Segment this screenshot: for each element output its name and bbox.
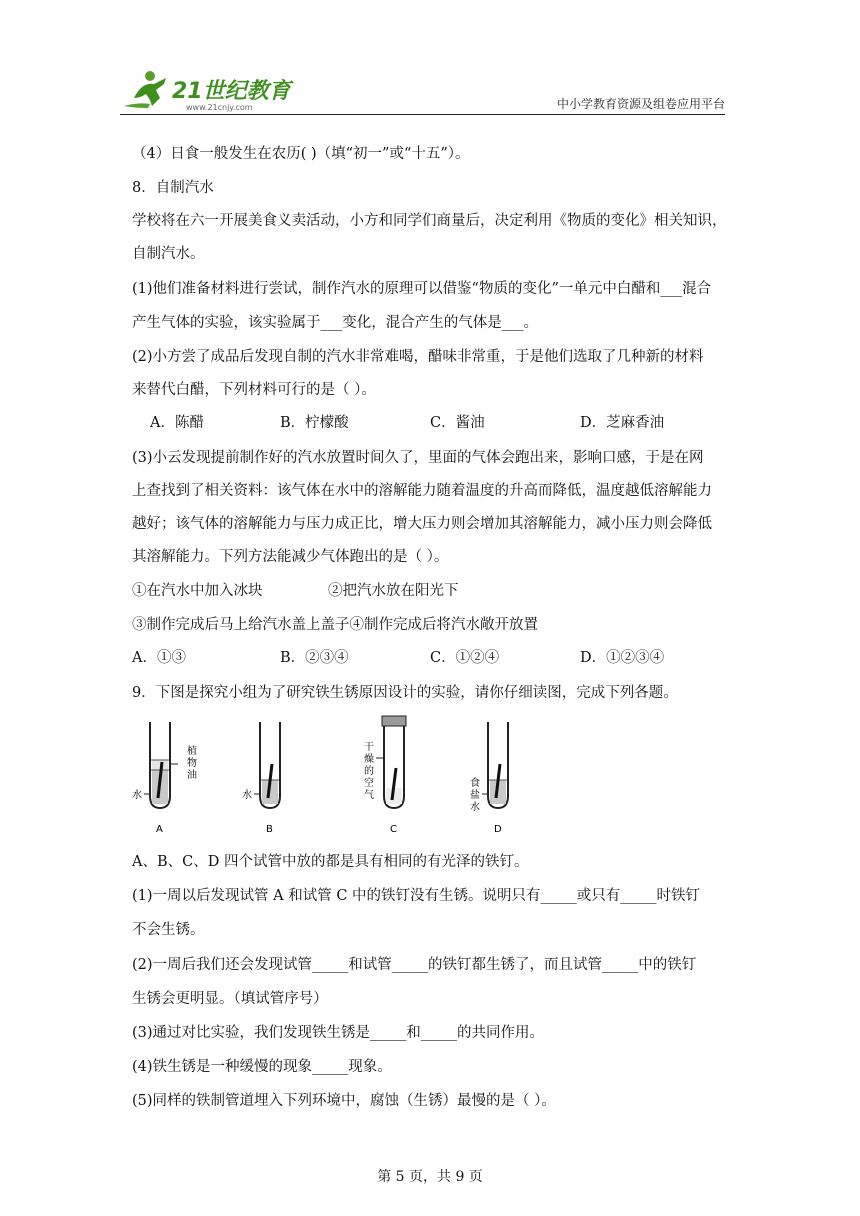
label-water-a: 水 — [132, 790, 142, 801]
label-dry-air-2: 燥 — [364, 754, 374, 765]
test-tube-a — [144, 722, 178, 808]
test-tube-c — [376, 716, 406, 808]
q9-part3: (3)通过对比实验，我们发现铁生锈是_____和_____的共同作用。 — [132, 1025, 545, 1041]
test-tube-figure — [132, 714, 532, 838]
q9-part1-line1: (1)一周以后发现试管 A 和试管 C 中的铁钉没有生锈。说明只有_____或只有_____时铁钉 — [132, 888, 701, 904]
q8-part3-line1: (3)小云发现提前制作好的汽水放置时间久了，里面的气体会跑出来，影响口感，于是在网 — [132, 450, 704, 466]
option-a: A．①③ — [132, 650, 186, 666]
q8-part3-line4: 其溶解能力。下列方法能减少气体跑出的是（ ）。 — [132, 549, 449, 565]
q8-part1-line2: 产生气体的实验，该实验属于___变化，混合产生的气体是___。 — [132, 315, 538, 331]
platform-name: 中小学教育资源及组卷应用平台 — [556, 97, 725, 111]
q8-title: 8．自制汽水 — [132, 180, 214, 196]
q8-part2-options — [132, 413, 732, 433]
label-c: C — [390, 824, 397, 835]
label-dry-air-3: 的 — [364, 766, 374, 777]
logo-url: www.21cnjy.com — [186, 103, 253, 112]
option-a: A．陈醋 — [150, 415, 204, 431]
page-number: 第 5 页，共 9 页 — [377, 1169, 483, 1185]
q7-part4: （4）日食一般发生在农历( )（填“初一”或“十五”）。 — [132, 146, 470, 162]
q9-title: 9．下图是探究小组为了研究铁生锈原因设计的实验，请你仔细读图，完成下列各题。 — [132, 685, 678, 701]
q8-part2-line1: (2)小方尝了成品后发现自制的汽水非常难喝，醋味非常重，于是他们选取了几种新的材料 — [132, 349, 704, 365]
option-b: B．②③④ — [280, 650, 349, 666]
label-a: A — [156, 824, 163, 835]
method-2: ②把汽水放在阳光下 — [328, 583, 459, 599]
logo-text: 21世纪教育 — [172, 79, 291, 104]
q9-part4: (4)铁生锈是一种缓慢的现象_____现象。 — [132, 1059, 392, 1075]
q8-part2-line2: 来替代白醋，下列材料可行的是（ ）。 — [132, 382, 376, 398]
q9-part5: (5)同样的铁制管道埋入下列环境中，腐蚀（生锈）最慢的是（ ）。 — [132, 1093, 556, 1109]
q9-part2-line2: 生锈会更明显。（填试管序号） — [132, 991, 328, 1007]
header-divider — [120, 114, 725, 115]
label-water-b: 水 — [242, 790, 252, 801]
label-d: D — [494, 824, 502, 835]
q8-intro-line2: 自制汽水。 — [132, 246, 205, 262]
q8-part3-line3: 越好；该气体的溶解能力与压力成正比，增大压力则会增加其溶解能力，减小压力则会降低 — [132, 516, 712, 532]
label-oil-2: 物 — [187, 758, 197, 769]
q8-part3-methods-row2: ③制作完成后马上给汽水盖上盖子④制作完成后将汽水敞开放置 — [132, 617, 538, 633]
q9-intro: A、B、C、D 四个试管中放的都是具有相同的有光泽的铁钉。 — [132, 854, 529, 870]
label-dry-air-4: 空 — [364, 778, 374, 789]
option-b: B．柠檬酸 — [280, 415, 349, 431]
q8-intro-line1: 学校将在六一开展美食义卖活动，小方和同学们商量后，决定利用《物质的变化》相关知识， — [132, 213, 727, 229]
label-salt-water-2: 盐 — [470, 790, 480, 801]
site-logo — [120, 68, 295, 114]
q8-part3-options — [132, 648, 732, 668]
label-oil-3: 油 — [187, 770, 197, 781]
q8-part3-methods-row1 — [132, 581, 732, 601]
q8-part3-line2: 上查找到了相关资料：该气体在水中的溶解能力随着温度的升高而降低，温度越低溶解能力 — [132, 483, 712, 499]
q8-part1-line1: (1)他们准备材料进行尝试，制作汽水的原理可以借鉴“物质的变化”一单元中白醋和___混合 — [132, 281, 712, 297]
label-b: B — [266, 824, 273, 835]
option-c: C．酱油 — [430, 415, 485, 431]
label-salt-water-3: 水 — [470, 802, 480, 813]
label-salt-water-1: 食 — [470, 778, 480, 789]
q9-part2-line1: (2)一周后我们还会发现试管_____和试管_____的铁钉都生锈了，而且试管_____中的铁钉 — [132, 957, 697, 973]
label-dry-air-1: 干 — [364, 742, 374, 753]
test-tube-d — [482, 722, 508, 808]
test-tube-b — [254, 722, 280, 808]
option-d: D．芝麻香油 — [580, 415, 665, 431]
q9-part1-line2: 不会生锈。 — [132, 922, 205, 938]
label-dry-air-5: 气 — [364, 790, 374, 801]
option-d: D．①②③④ — [580, 650, 665, 666]
page-header — [120, 58, 725, 118]
label-oil-1: 植 — [187, 746, 197, 757]
option-c: C．①②④ — [430, 650, 500, 666]
method-1: ①在汽水中加入冰块 — [132, 583, 263, 599]
